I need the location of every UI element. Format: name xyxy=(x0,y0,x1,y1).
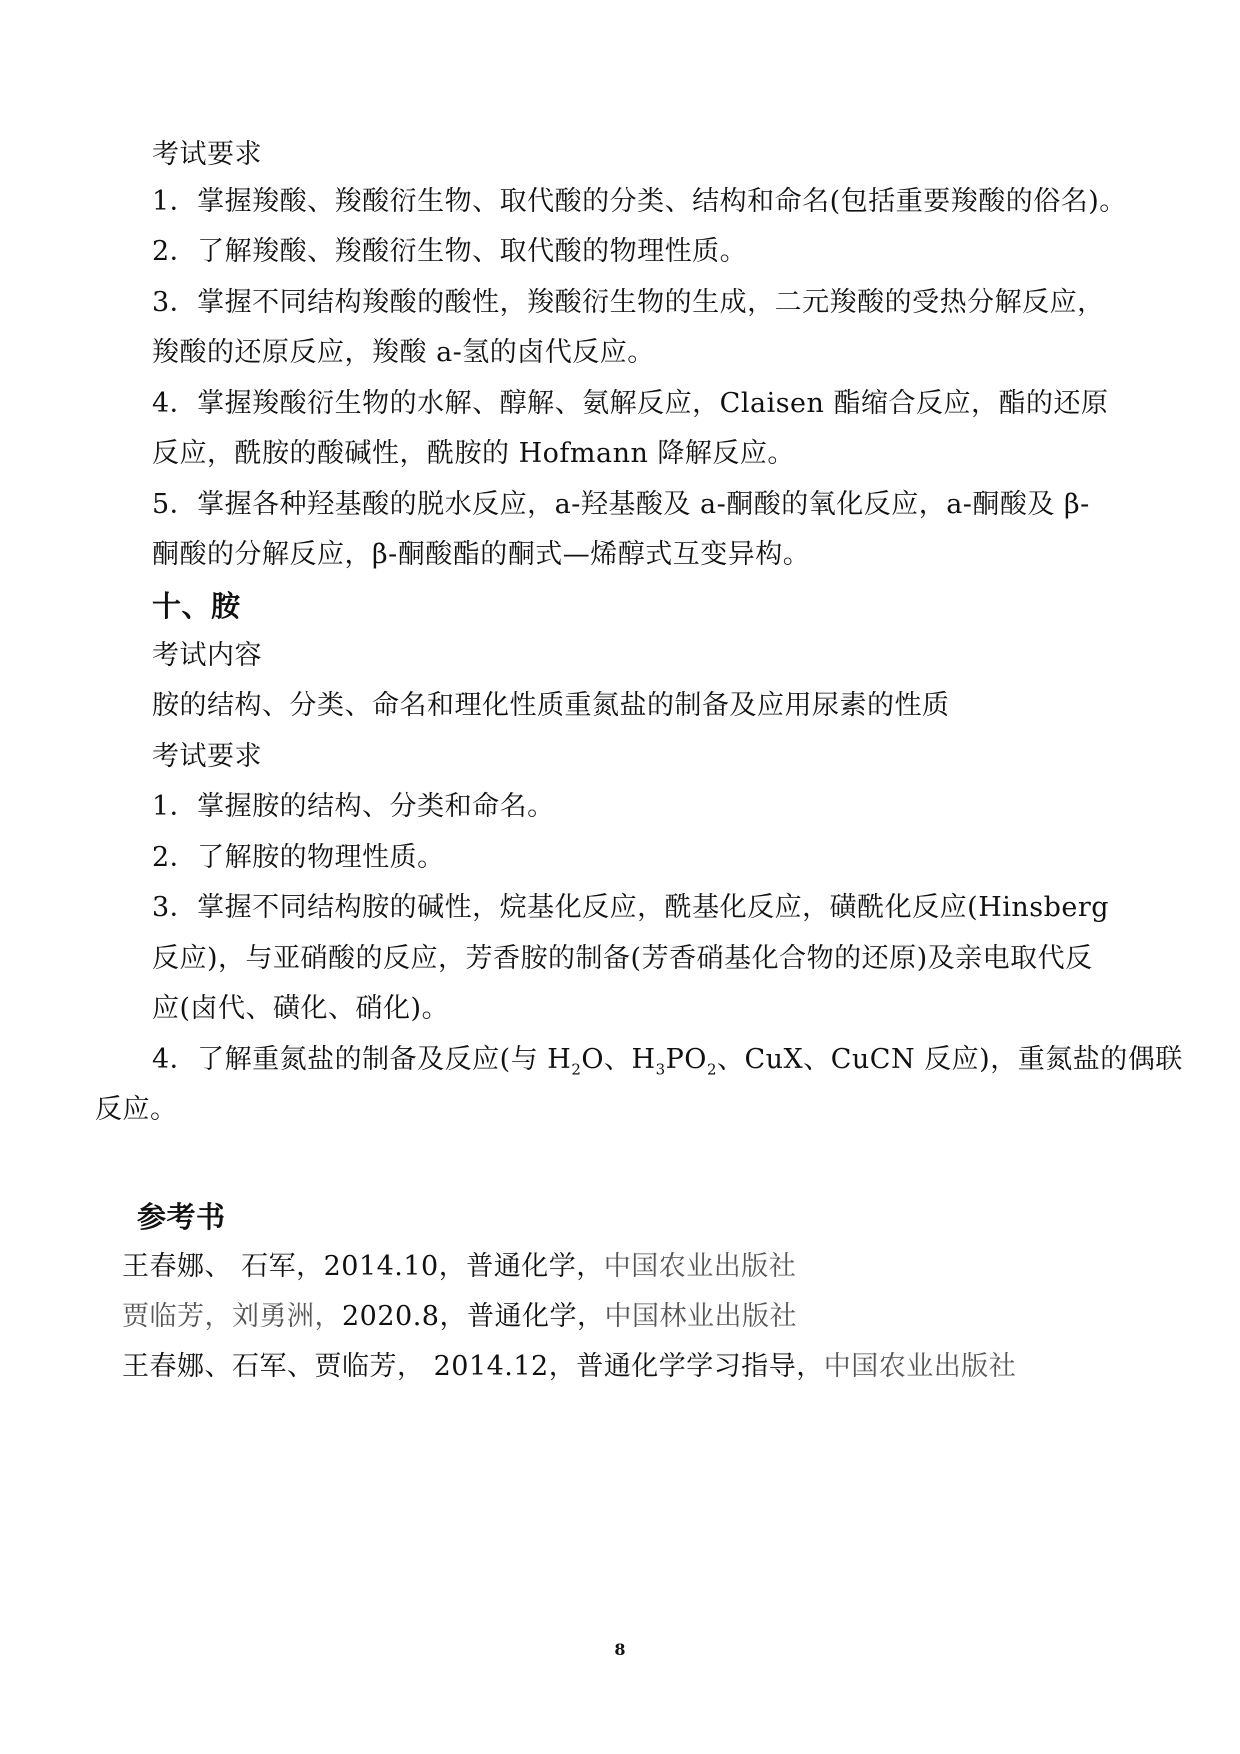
requirement-item: 1．掌握胺的结构、分类和命名。 xyxy=(152,791,555,822)
requirement-item: 2．了解羧酸、羧酸衍生物、取代酸的物理性质。 xyxy=(152,236,748,267)
requirement-item: 酮酸的分解反应，β-酮酸酯的酮式—烯醇式互变异构。 xyxy=(152,539,811,570)
requirement-item: 应(卤代、磺化、硝化)。 xyxy=(152,993,450,1024)
formula-part: H xyxy=(547,1044,572,1075)
formula-part: O、 xyxy=(581,1044,632,1075)
formula-part: PO xyxy=(665,1044,707,1075)
subscript: 2 xyxy=(706,1060,717,1079)
requirement-item: 5．掌握各种羟基酸的脱水反应，a-羟基酸及 a-酮酸的氧化反应，a-酮酸及 β- xyxy=(152,489,1090,520)
requirement-item: 3．掌握不同结构胺的碱性，烷基化反应，酰基化反应，磺酰化反应(Hinsberg xyxy=(152,892,1110,923)
reference-publisher: 中国农业出版社 xyxy=(823,1351,1017,1382)
subscript: 3 xyxy=(655,1060,666,1079)
reference-publisher: 中国农业出版社 xyxy=(603,1251,797,1282)
references-title: 参考书 xyxy=(137,1200,226,1234)
reference-item xyxy=(122,1249,796,1285)
requirement-item: 反应)，与亚硝酸的反应，芳香胺的制备(芳香硝基化合物的还原)及亲电取代反 xyxy=(152,943,1093,974)
requirement-text: 、CuX、CuCN 反应)，重氮盐的偶联 xyxy=(716,1044,1183,1075)
requirement-item: 3．掌握不同结构羧酸的酸性，羧酸衍生物的生成，二元羧酸的受热分解反应， xyxy=(152,287,1105,318)
requirement-item: 1．掌握羧酸、羧酸衍生物、取代酸的分类、结构和命名(包括重要羧酸的俗名)。 xyxy=(152,186,1127,217)
exam-content-text: 胺的结构、分类、命名和理化性质重氮盐的制备及应用尿素的性质 xyxy=(152,690,950,721)
reference-authors: 贾临芳，刘勇洲， xyxy=(122,1301,342,1332)
requirement-text: 4．了解重氮盐的制备及反应(与 xyxy=(152,1044,548,1075)
reference-publisher: 中国林业出版社 xyxy=(604,1301,797,1332)
exam-requirements-title: 考试要求 xyxy=(152,741,262,772)
reference-main: 2020.8，普通化学， xyxy=(342,1301,605,1332)
reference-main: 王春娜、石军、贾临芳， 2014.12，普通化学学习指导， xyxy=(122,1351,824,1382)
requirement-item: 4．掌握羧酸衍生物的水解、醇解、氨解反应，Claisen 酯缩合反应，酯的还原 xyxy=(152,388,1109,419)
requirement-item: 羧酸的还原反应，羧酸 a-氢的卤代反应。 xyxy=(152,337,655,368)
requirement-item: 2．了解胺的物理性质。 xyxy=(152,842,445,873)
subscript: 2 xyxy=(571,1060,582,1079)
requirement-item: 反应，酰胺的酸碱性，酰胺的 Hofmann 降解反应。 xyxy=(152,438,795,469)
requirement-item-continuation: 反应。 xyxy=(95,1094,178,1125)
formula-part: H xyxy=(631,1044,656,1075)
reference-item xyxy=(122,1349,1016,1385)
section-heading: 十、胺 xyxy=(152,589,241,623)
exam-content-title: 考试内容 xyxy=(152,640,262,671)
reference-main: 王春娜、 石军，2014.10，普通化学， xyxy=(122,1251,604,1282)
reference-item xyxy=(122,1299,797,1335)
requirement-item xyxy=(152,1042,1183,1087)
exam-requirements-title: 考试要求 xyxy=(152,139,262,170)
page-number: 8 xyxy=(614,1640,626,1659)
